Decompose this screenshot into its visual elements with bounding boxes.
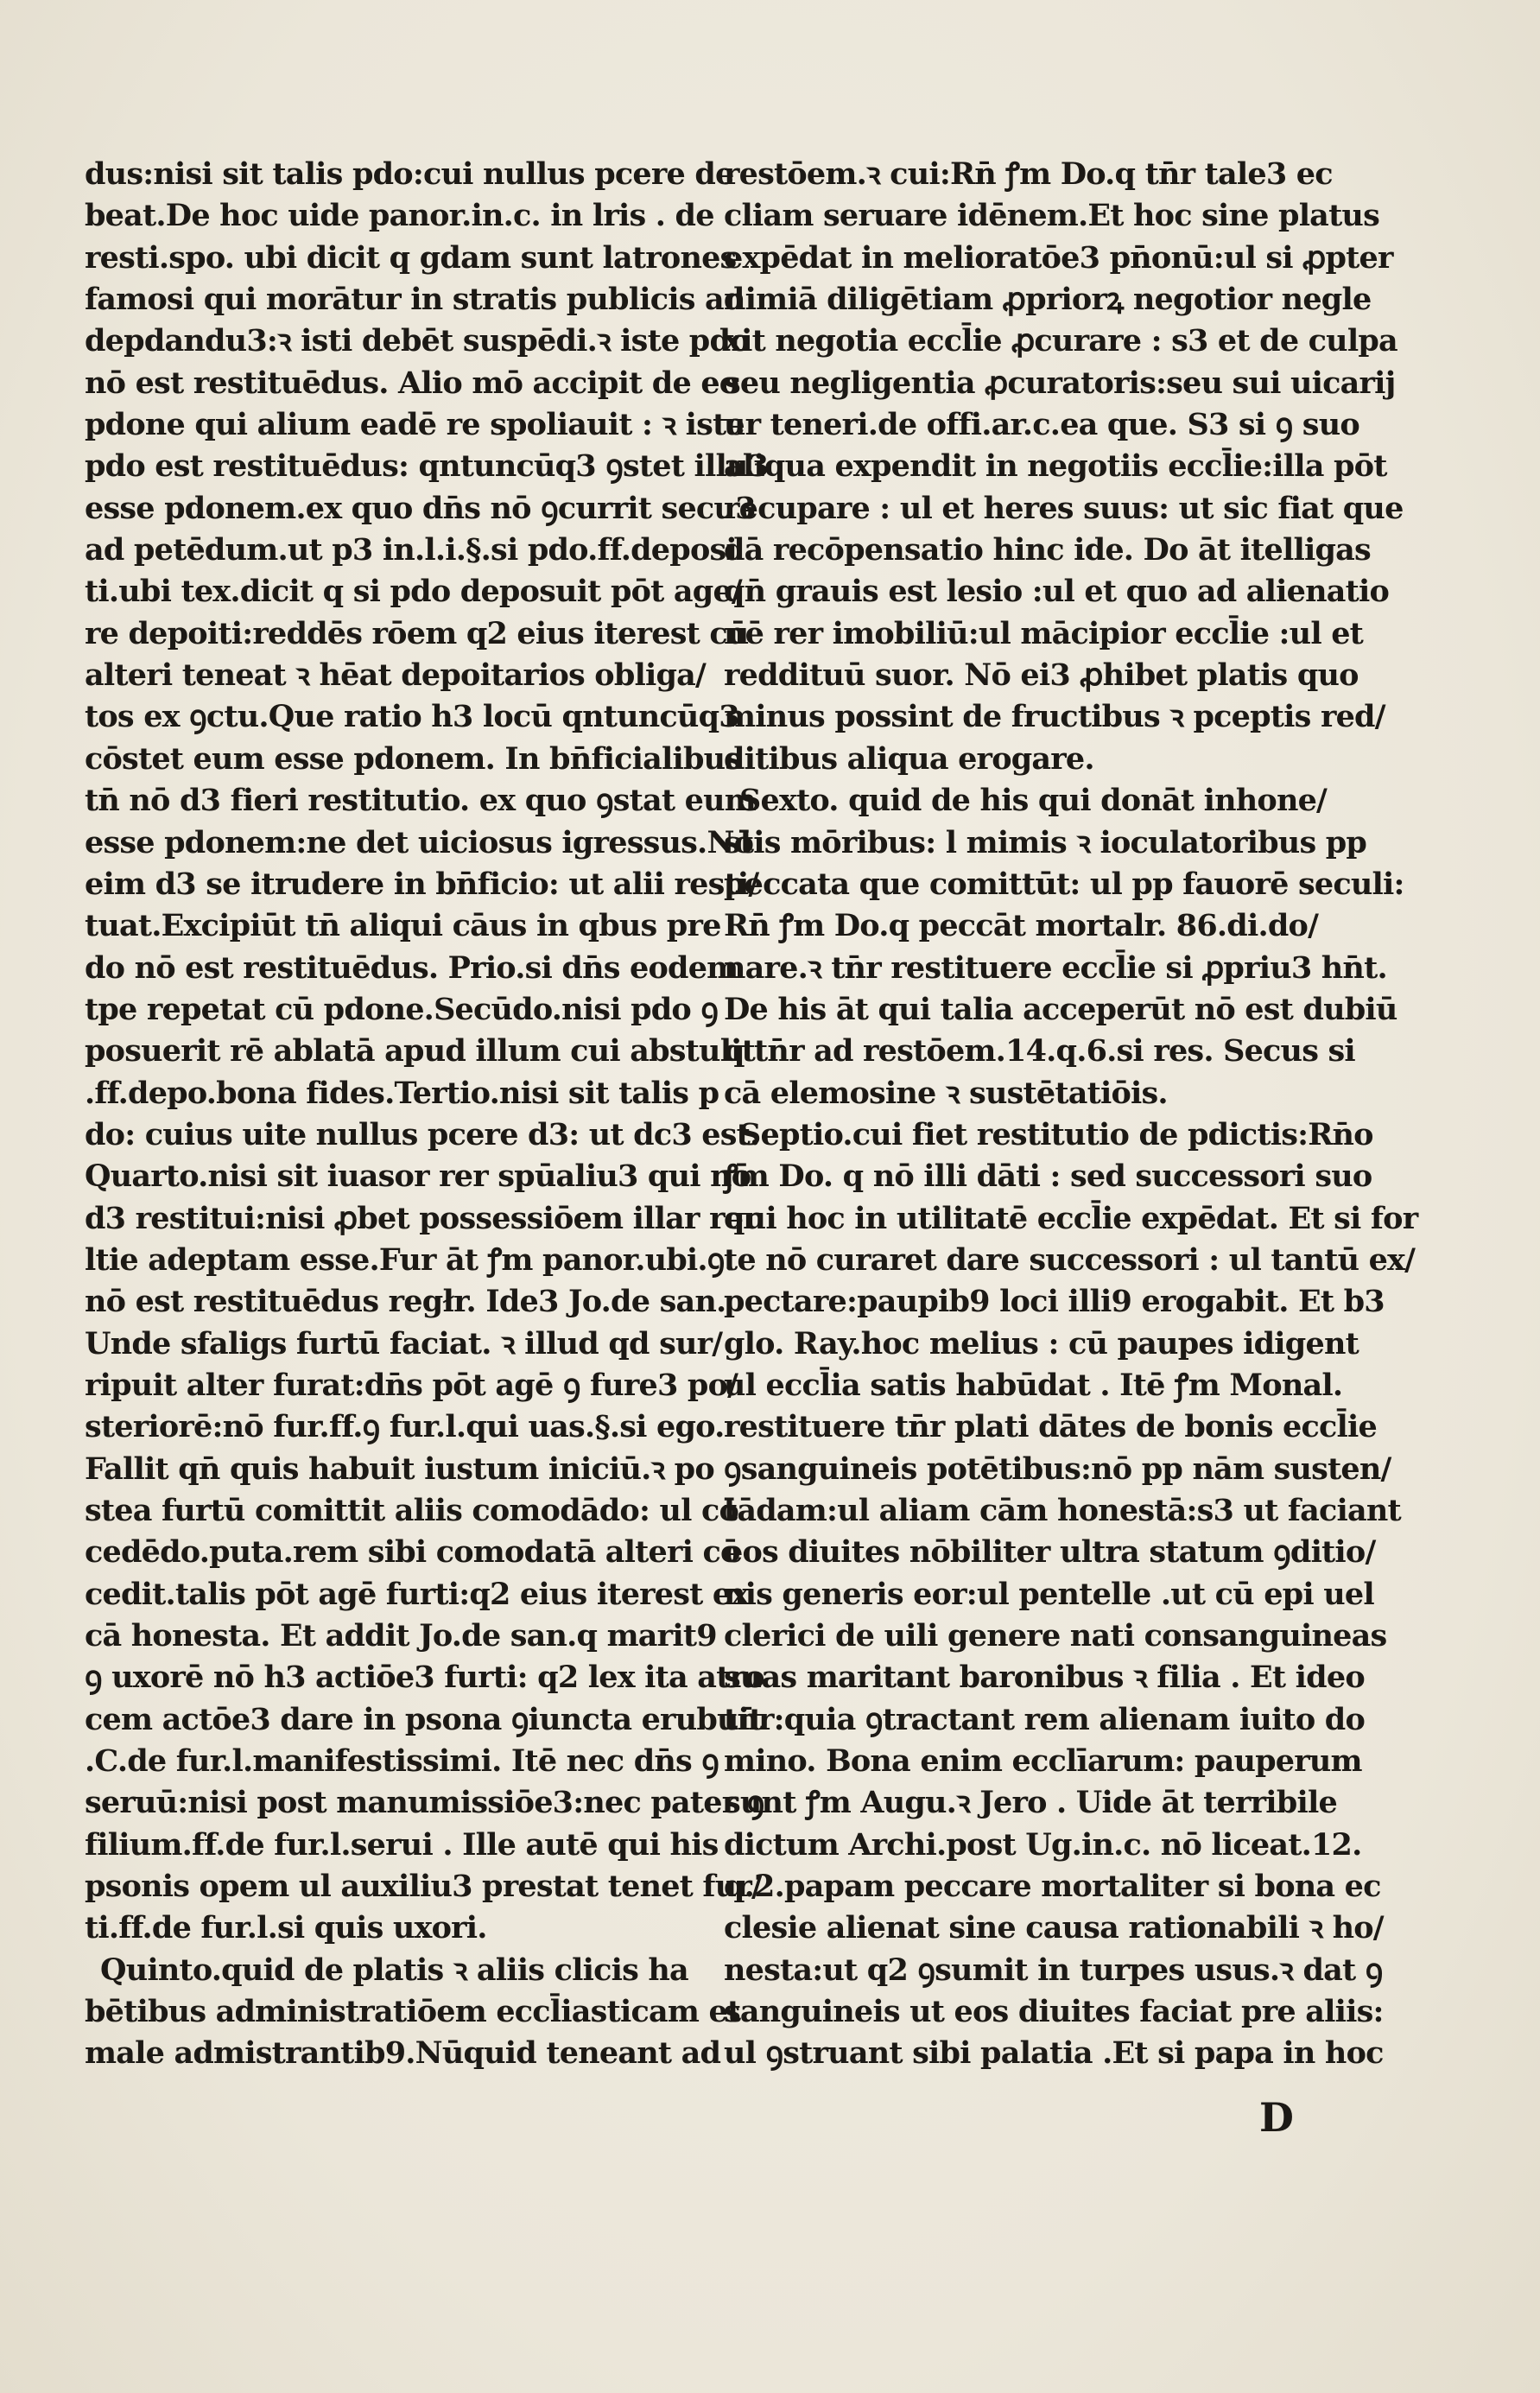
text-line: seu negligentia ꝓcuratoris:seu sui uicarij xyxy=(724,365,1396,401)
text-line: tuat.Excipiūt tn̄ aliqui cāus in qbus pre xyxy=(85,908,721,944)
text-line: depdandu3:ꝛ isti debēt suspēdi.ꝛ iste pdo xyxy=(85,323,750,359)
text-line: expēdat in melioratōe3 pn̄onū:ul si ꝓpter xyxy=(724,239,1393,276)
text-line: dus:nisi sit talis pdo:cui nullus pcere de xyxy=(85,156,734,192)
text-line: pdo est restituēdus: qntuncūq3 ꝯstet illu3 xyxy=(85,448,769,485)
text-line: reddituū suor. Nō ei3 ꝓhibet platis quo xyxy=(724,657,1359,694)
text-line: clesie alienat sine causa rationabili ꝛ ho/ xyxy=(724,1910,1384,1946)
text-line: ꝯ uxorē nō h3 actiōe3 furti: q2 lex ita atro xyxy=(85,1660,764,1696)
text-line: eim d3 se itrudere in bn̄ficio: ut alii resti/ xyxy=(85,866,759,902)
text-line: famosi qui morātur in stratis publicis ad xyxy=(85,282,745,318)
text-line: cedēdo.puta.rem sibi comodatā alteri cō xyxy=(85,1534,740,1571)
text-line: psonis opem ul auxiliu3 prestat tenet fur/ xyxy=(85,1869,762,1905)
text-line: Quinto.quid de platis ꝛ aliis clicis ha xyxy=(100,1952,688,1988)
text-line: seruū:nisi post manumissiōe3:nec pater ꝯ xyxy=(85,1785,764,1821)
text-line: .C.de fur.l.manifestissimi. Itē nec dn̄s ꝯ xyxy=(85,1743,719,1780)
text-line: cā elemosine ꝛ sustētatiōis. xyxy=(724,1075,1168,1111)
text-line: do nō est restituēdus. Prio.si dn̄s eodem xyxy=(85,949,738,986)
text-line: dictum Archi.post Ug.in.c. nō liceat.12. xyxy=(724,1826,1362,1863)
text-line: Septio.cui fiet restitutio de pdictis:Rn̄o xyxy=(739,1116,1373,1152)
text-line: aliqua expendit in negotiis eccl̄ie:illa pōt xyxy=(724,448,1387,485)
text-line: ti.ubi tex.dicit q si pdo deposuit pōt age/ xyxy=(85,574,742,610)
text-line: De his āt qui talia acceperūt nō est dubiū xyxy=(724,991,1397,1027)
text-line: recupare : ul et heres suus: ut sic fiat que xyxy=(724,490,1404,526)
text-line: tos ex ꝯctu.Que ratio h3 locū qntuncūq3 xyxy=(85,699,739,735)
text-line: cā honesta. Et addit Jo.de san.q marit9 xyxy=(85,1618,717,1654)
text-line: Quarto.nisi sit iuasor rer spūaliu3 qui nō xyxy=(85,1158,751,1195)
text-line: minus possint de fructibus ꝛ pceptis red/ xyxy=(724,699,1385,735)
text-line: nō est restituēdus. Alio mō accipit de eo xyxy=(85,365,739,401)
text-line: pdone qui alium eadē re spoliauit : ꝛ iste xyxy=(85,407,745,443)
text-line: restituere tn̄r plati dātes de bonis eccl̄ie xyxy=(724,1409,1377,1445)
text-line: tn̄ nō d3 fieri restitutio. ex quo ꝯstat eum xyxy=(85,783,756,819)
text-line: pectare:paupib9 loci illi9 erogabit. Et b3 xyxy=(724,1284,1385,1320)
text-line: dā recōpensatio hinc ide. Do āt itelligas xyxy=(724,532,1371,568)
text-line: qn̄ grauis est lesio :ul et quo ad alienatio xyxy=(724,574,1390,610)
text-line: male admistrantib9.Nūquid teneant ad xyxy=(85,2035,721,2072)
text-line: cliam seruare idēnem.Et hoc sine platus xyxy=(724,198,1379,234)
text-line: ripuit alter furat:dn̄s pōt agē ꝯ fure3 po/ xyxy=(85,1367,738,1403)
text-line: esse pdonem.ex quo dn̄s nō ꝯcurrit secu3 xyxy=(85,490,756,526)
text-line: cem actōe3 dare in psona ꝯiuncta erubuit xyxy=(85,1701,763,1737)
text-line: ur teneri.de offi.ar.c.ea que. S3 si ꝯ suo xyxy=(724,407,1359,443)
text-line: nē rer imobiliū:ul mācipior eccl̄ie :ul et xyxy=(724,615,1364,651)
text-line: Rn̄ ꝭm Do.q peccāt mortalr. 86.di.do/ xyxy=(724,908,1319,944)
text-line: .ff.depo.bona fides.Tertio.nisi sit talis p xyxy=(85,1075,719,1111)
left-text-column xyxy=(85,154,769,2075)
text-line: ꝭm Do. q nō illi dāti : sed successori suo xyxy=(724,1158,1372,1195)
text-line: suas maritant baronibus ꝛ filia . Et ideo xyxy=(724,1660,1365,1696)
text-line: esse pdonem:ne det uiciosus igressus.Nō xyxy=(85,824,754,860)
text-line: glo. Ray.hoc melius : cū paupes idigent xyxy=(724,1325,1359,1362)
text-line: stis mōribus: l mimis ꝛ ioculatoribus pp xyxy=(724,824,1367,860)
text-line: filium.ff.de fur.l.serui . Ille autē qui his xyxy=(85,1826,719,1863)
text-line: alteri teneat ꝛ hēat depoitarios obliga/ xyxy=(85,657,707,694)
right-text-column xyxy=(724,154,1418,2075)
text-line: do: cuius uite nullus pcere d3: ut dc3 est. xyxy=(85,1116,760,1152)
text-line: nare.ꝛ tn̄r restituere eccl̄ie si ꝓpriu3 hn̄t. xyxy=(724,949,1387,986)
text-line: beat.De hoc uide panor.in.c. in lris . de xyxy=(85,198,714,234)
text-line: bētibus administratiōem eccl̄iasticam et xyxy=(85,1994,741,2030)
text-line: cōstet eum esse pdonem. In bn̄ficialibus xyxy=(85,740,742,777)
text-line: ul eccl̄ia satis habūdat . Itē ꝭm Monal. xyxy=(724,1367,1343,1403)
text-line: ꝯsanguineis potētibus:nō pp nām susten/ xyxy=(724,1450,1391,1487)
text-line: nō est restituēdus regłr. Ide3 Jo.de san. xyxy=(85,1284,726,1320)
text-line: clerici de uili genere nati consanguineas xyxy=(724,1618,1387,1654)
text-line: ad petēdum.ut p3 in.l.i.§.si pdo.ff.deposi xyxy=(85,532,737,568)
text-line: Sexto. quid de his qui donāt inhone/ xyxy=(739,783,1328,819)
text-line: qui hoc in utilitatē eccl̄ie expēdat. Et si for xyxy=(724,1200,1418,1236)
text-line: tpe repetat cū pdone.Secūdo.nisi pdo ꝯ xyxy=(85,991,719,1027)
text-line: peccata que comittūt: ul pp fauorē seculi: xyxy=(724,866,1404,902)
text-line: mino. Bona enim ecclīarum: pauperum xyxy=(724,1743,1362,1780)
text-line: nimiā diligētiam ꝓpriorꝝ negotior negle xyxy=(724,282,1372,318)
text-line: posuerit rē ablatā apud illum cui abstulit xyxy=(85,1033,756,1070)
text-line: te nō curaret dare successori : ul tantū ex/ xyxy=(724,1241,1416,1278)
text-line: tn̄r:quia ꝯtractant rem alienam iuito do xyxy=(724,1701,1365,1737)
text-line: q.2.papam peccare mortaliter si bona ec xyxy=(724,1869,1381,1905)
text-line: ditibus aliqua erogare. xyxy=(724,740,1094,777)
text-line: stea furtū comittit aliis comodādo: ul cō xyxy=(85,1493,739,1528)
text-line: xit negotia eccl̄ie ꝓcurare : s3 et de culpa xyxy=(724,323,1397,359)
text-line: q tn̄r ad restōem.14.q.6.si res. Secus si xyxy=(724,1033,1355,1070)
text-line: Unde sfaligs furtū faciat. ꝛ illud qd sur/ xyxy=(85,1325,723,1362)
signature-mark: D xyxy=(1259,2094,1294,2141)
text-line: nis generis eor:ul pentelle .ut cū epi uel xyxy=(724,1576,1374,1612)
text-line: cedit.talis pōt agē furti:q2 eius iterest ex xyxy=(85,1576,749,1612)
text-line: ti.ff.de fur.l.si quis uxori. xyxy=(85,1910,487,1946)
text-line: ltie adeptam esse.Fur āt ꝭm panor.ubi.ꝯ. xyxy=(85,1241,734,1278)
text-line: d3 restitui:nisi ꝓbet possessiōem illar rer xyxy=(85,1200,758,1236)
text-line: sanguineis ut eos diuites faciat pre aliis: xyxy=(724,1994,1384,2030)
text-line: re depoiti:reddēs rōem q2 eius iterest cū xyxy=(85,615,749,651)
text-line: tādam:ul aliam cām honestā:s3 ut faciant xyxy=(724,1493,1401,1528)
text-line: sunt ꝭm Augu.ꝛ Jero . Uide āt terribile xyxy=(724,1785,1337,1821)
text-line: steriorē:nō fur.ff.ꝯ fur.l.qui uas.§.si ego. xyxy=(85,1409,725,1445)
text-line: restōem.ꝛ cui:Rn̄ ꝭm Do.q tn̄r tale3 ec xyxy=(724,156,1333,192)
text-line: Fallit qn̄ quis habuit iustum iniciū.ꝛ po xyxy=(85,1450,714,1487)
text-line: ul ꝯstruant sibi palatia .Et si papa in hoc xyxy=(724,2035,1384,2072)
text-line: nesta:ut q2 ꝯsumit in turpes usus.ꝛ dat ꝯ xyxy=(724,1952,1383,1988)
text-line: resti.spo. ubi dicit q gdam sunt latrones xyxy=(85,239,737,276)
text-line: eos diuites nōbiliter ultra statum ꝯditio/ xyxy=(724,1534,1376,1571)
